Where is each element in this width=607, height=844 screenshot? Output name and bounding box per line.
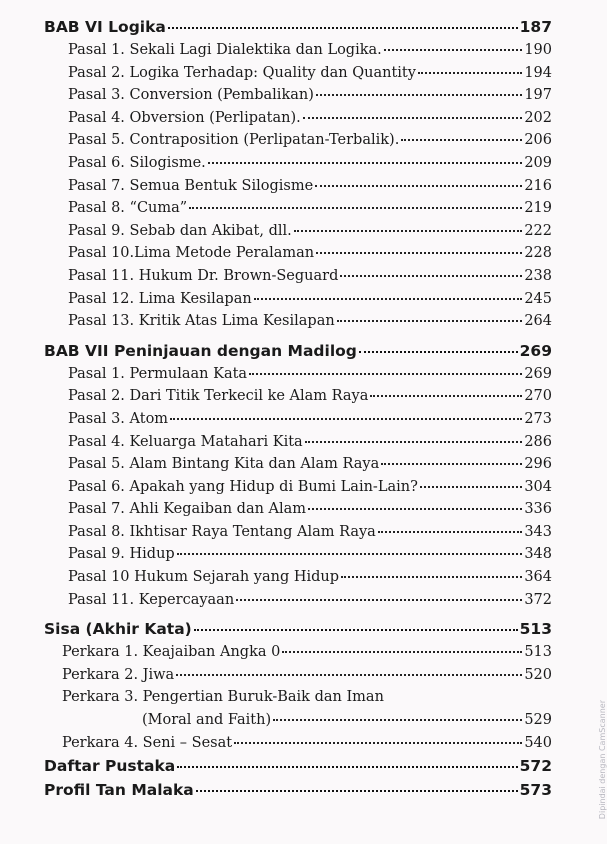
- toc-entry: [44, 268, 552, 291]
- dot-leader: [170, 418, 522, 420]
- toc-entry: [44, 42, 552, 65]
- toc-entry: [44, 644, 552, 667]
- toc-entry-page: 269: [524, 365, 552, 382]
- toc-entry-title: Pasal 7. Ahli Kegaiban dan Alam: [68, 501, 307, 518]
- toc-entry-page: 238: [524, 267, 552, 284]
- toc-entry-title: Pasal 1. Permulaan Kata: [68, 365, 248, 382]
- toc-entry: [44, 110, 552, 133]
- toc-entry: [44, 132, 552, 155]
- toc-entry-page: 222: [524, 222, 552, 239]
- toc-entry-title: Pasal 9. Sebab dan Akibat, dll.: [68, 222, 292, 239]
- section-heading-title: Sisa (Akhir Kata): [44, 620, 192, 639]
- toc-entry-title: Pasal 6. Apakah yang Hidup di Bumi Lain-Lain?: [68, 478, 418, 495]
- toc-entry-page: 245: [524, 290, 552, 307]
- dot-leader: [316, 252, 522, 254]
- toc-entry-title: Pasal 12. Lima Kesilapan: [68, 290, 252, 307]
- toc-entry-title: Pasal 10.Lima Metode Peralaman: [68, 245, 315, 262]
- dot-leader: [340, 275, 522, 277]
- toc-entry-page: 348: [524, 546, 552, 563]
- toc-entry: [44, 200, 552, 223]
- section-heading-page: 513: [519, 620, 552, 639]
- toc-entry-title: Perkara 1. Keajaiban Angka 0: [62, 644, 281, 661]
- toc-entry-page: 343: [524, 523, 552, 540]
- dot-leader: [177, 553, 523, 555]
- dot-leader: [337, 320, 523, 322]
- dot-leader: [176, 674, 522, 676]
- dot-leader: [168, 27, 518, 29]
- section-heading: [44, 342, 552, 366]
- toc-entry-page: 194: [524, 64, 552, 81]
- toc-entry: [44, 411, 552, 434]
- dot-leader: [273, 719, 522, 721]
- toc-entry: [44, 313, 552, 336]
- toc-entry: [44, 87, 552, 110]
- toc-entry-title: Pasal 11. Kepercayaan: [68, 591, 235, 608]
- section-heading-title: Daftar Pustaka: [44, 757, 176, 776]
- dot-leader: [254, 298, 523, 300]
- toc-entry-page: 336: [524, 501, 552, 518]
- toc-entry-title: Pasal 2. Logika Terhadap: Quality dan Quantity: [68, 64, 416, 81]
- section-heading-page: 573: [519, 781, 552, 800]
- toc-entry-page: 540: [524, 734, 552, 751]
- dot-leader: [370, 395, 522, 397]
- toc-entry: [44, 366, 552, 389]
- toc-entry-page: 286: [524, 433, 552, 450]
- toc-entry-page: 228: [524, 245, 552, 262]
- dot-leader: [189, 207, 522, 209]
- toc-entry-page: 372: [524, 591, 552, 608]
- toc-entry-page: 197: [524, 87, 552, 104]
- toc-entry: [44, 501, 552, 524]
- toc-entry-title: Pasal 4. Obversion (Perlipatan).: [68, 109, 301, 126]
- toc-entry: [44, 524, 552, 547]
- dot-leader: [381, 463, 522, 465]
- toc-entry-page: 190: [524, 42, 552, 58]
- toc-entry-title: Pasal 5. Contraposition (Perlipatan-Terbalik).: [68, 132, 400, 149]
- toc-entry-continuation: [44, 712, 552, 735]
- section-heading: [44, 757, 552, 781]
- dot-leader: [316, 94, 522, 96]
- toc-entry-title: Pasal 7. Semua Bentuk Silogisme: [68, 177, 314, 194]
- toc-entry-continuation-title: (Moral and Faith): [142, 712, 272, 729]
- toc-entry-page: 296: [524, 456, 552, 473]
- toc-entry-page: 364: [524, 569, 552, 586]
- toc-entry-page: 304: [524, 478, 552, 495]
- toc-entry-page: 513: [524, 644, 552, 661]
- toc-entry-title: Pasal 8. “Cuma”: [68, 200, 188, 217]
- toc-entry-page: 206: [524, 132, 552, 149]
- toc-entry-title: Pasal 5. Alam Bintang Kita dan Alam Raya: [68, 456, 380, 473]
- section-heading: [44, 781, 552, 805]
- dot-leader: [315, 185, 522, 187]
- section-heading: [44, 620, 552, 644]
- toc-entry-title: Pasal 10 Hukum Sejarah yang Hidup: [68, 569, 340, 586]
- dot-leader: [234, 742, 522, 744]
- scanner-watermark: Dipindai dengan CamScanner: [598, 700, 607, 820]
- dot-leader: [308, 508, 522, 510]
- dot-leader: [294, 230, 523, 232]
- dot-leader: [208, 162, 523, 164]
- section-heading: [44, 18, 552, 42]
- dot-leader: [378, 531, 522, 533]
- toc-entry: [44, 388, 552, 411]
- dot-leader: [341, 576, 522, 578]
- dot-leader: [249, 373, 522, 375]
- toc-entry-title: Pasal 1. Sekali Lagi Dialektika dan Logika.: [68, 42, 382, 58]
- dot-leader: [359, 351, 518, 353]
- toc-entry-page: 209: [524, 154, 552, 171]
- toc-entry-title: Pasal 3. Atom: [68, 410, 169, 427]
- section-heading-title: Profil Tan Malaka: [44, 781, 194, 800]
- toc-entry: [44, 223, 552, 246]
- toc-entry: [44, 155, 552, 178]
- toc-entry-page: 202: [524, 109, 552, 126]
- toc-entry-title: Pasal 3. Conversion (Pembalikan): [68, 87, 314, 104]
- toc-entry-page: 520: [524, 666, 552, 683]
- toc-entry-page: 216: [524, 177, 552, 194]
- toc-entry-title: Pasal 11. Hukum Dr. Brown-Seguard: [68, 267, 339, 284]
- toc-entry: [44, 479, 552, 502]
- section-heading-title: BAB VII Peninjauan dengan Madilog: [44, 341, 357, 360]
- toc-entry-title: Pasal 13. Kritik Atas Lima Kesilapan: [68, 313, 335, 330]
- dot-leader: [282, 651, 522, 653]
- toc-entry-page: 273: [524, 410, 552, 427]
- toc-entry-title: Pasal 9. Hidup: [68, 546, 175, 563]
- toc-entry-page: 270: [524, 388, 552, 405]
- toc-entry: [44, 178, 552, 201]
- toc-entry: [44, 291, 552, 314]
- toc-entry-title: Perkara 4. Seni – Sesat: [62, 734, 233, 751]
- dot-leader: [194, 629, 518, 631]
- dot-leader: [305, 441, 523, 443]
- toc-entry-page: 264: [524, 313, 552, 330]
- toc-entry-page: 219: [524, 200, 552, 217]
- section-heading-title: BAB VI Logika: [44, 18, 166, 36]
- toc-entry: [44, 546, 552, 569]
- toc-entry-title: Pasal 8. Ikhtisar Raya Tentang Alam Raya: [68, 523, 376, 540]
- dot-leader: [401, 139, 522, 141]
- toc-entry: [44, 65, 552, 88]
- dot-leader: [236, 599, 522, 601]
- toc-entry: [44, 456, 552, 479]
- toc-entry-title: Perkara 2. Jiwa: [62, 666, 175, 683]
- toc-entry: [44, 569, 552, 592]
- toc-entry-title: Pasal 2. Dari Titik Terkecil ke Alam Raya: [68, 388, 369, 405]
- section-heading-page: 187: [519, 18, 552, 36]
- dot-leader: [303, 117, 523, 119]
- toc-entry-continuation-page: 529: [524, 712, 552, 729]
- toc-entry: [44, 592, 552, 615]
- section-heading-page: 572: [519, 757, 552, 776]
- toc-entry-title: Pasal 4. Keluarga Matahari Kita: [68, 433, 303, 450]
- table-of-contents: [44, 18, 552, 805]
- dot-leader: [177, 766, 517, 768]
- dot-leader: [418, 72, 522, 74]
- toc-entry-title: Pasal 6. Silogisme.: [68, 154, 206, 171]
- dot-leader: [196, 790, 518, 792]
- dot-leader: [384, 49, 523, 51]
- toc-entry: [44, 245, 552, 268]
- toc-entry-title: Perkara 3. Pengertian Buruk-Baik dan Iman: [62, 689, 384, 706]
- toc-entry: [44, 689, 552, 712]
- toc-entry: [44, 667, 552, 690]
- toc-entry: [44, 434, 552, 457]
- dot-leader: [420, 486, 522, 488]
- toc-entry: [44, 735, 552, 758]
- section-heading-page: 269: [519, 341, 552, 360]
